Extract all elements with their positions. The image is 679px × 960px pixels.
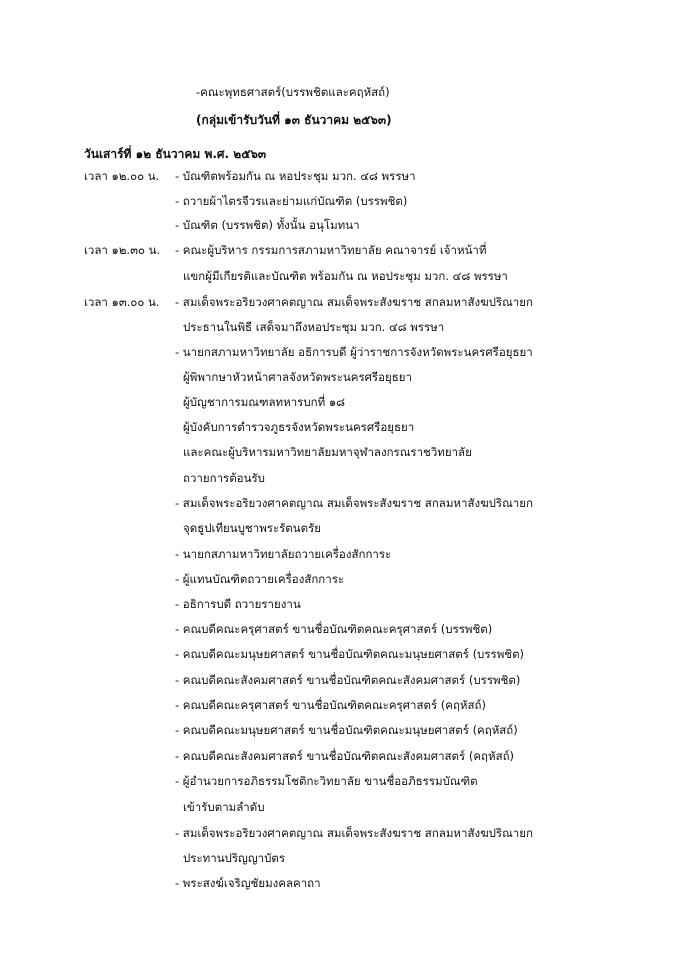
- schedule-line: ผู้พิพากษาหัวหน้าศาลจังหวัดพระนครศรีอยุธยา: [183, 370, 412, 384]
- schedule-line: - คณบดีคณะครุศาสตร์ ขานชื่อบัณฑิตคณะครุศาสตร์ (บรรพชิต): [175, 622, 493, 636]
- schedule-line: - บัณฑิต (บรรพชิต) ทั้งนั้น อนุโมทนา: [175, 218, 360, 232]
- schedule-line: - คณะผู้บริหาร กรรมการสภามหาวิทยาลัย คณาจารย์ เจ้าหน้าที่: [175, 243, 487, 257]
- schedule-line: - บัณฑิตพร้อมกัน ณ หอประชุม มวก. ๔๘ พรรษา: [175, 169, 416, 183]
- schedule-line: ถวายการต้อนรับ: [183, 471, 265, 485]
- schedule-line: - ถวายผ้าไตรจีวรและย่ามแก่บัณฑิต (บรรพชิต): [175, 194, 408, 208]
- schedule-line: และคณะผู้บริหารมหาวิทยาลัยมหาจุฬาลงกรณราชวิทยาลัย: [183, 445, 472, 459]
- schedule-line: - สมเด็จพระอริยวงศาคตญาณ สมเด็จพระสังฆราช สกลมหาสังฆปริณายก: [175, 496, 533, 510]
- schedule-line: จุดธูปเทียนบูชาพระรัตนตรัย: [183, 521, 322, 535]
- group-line: (กลุ่มเข้ารับวันที่ ๑๓ ธันวาคม ๒๕๖๓): [196, 113, 392, 127]
- schedule-line: - สมเด็จพระอริยวงศาคตญาณ สมเด็จพระสังฆราช สกลมหาสังฆปริณายก: [175, 295, 533, 309]
- schedule-line: - นายกสภามหาวิทยาลัยถวายเครื่องสักการะ: [175, 547, 392, 561]
- time-1300: เวลา ๑๓.๐๐ น.: [84, 295, 160, 309]
- schedule-line: - คณบดีคณะครุศาสตร์ ขานชื่อบัณฑิตคณะครุศาสตร์ (คฤหัสถ์): [175, 698, 486, 712]
- schedule-line: - คณบดีคณะสังคมศาสตร์ ขานชื่อบัณฑิตคณะสังคมศาสตร์ (บรรพชิต): [175, 673, 521, 687]
- schedule-line: ประทานปริญญาบัตร: [183, 851, 286, 865]
- schedule-line: ผู้บัญชาการมณฑลทหารบกที่ ๑๘: [183, 395, 346, 409]
- schedule-line: - นายกสภามหาวิทยาลัย อธิการบดี ผู้ว่าราชการจังหวัดพระนครศรีอยุธยา: [175, 345, 533, 359]
- schedule-line: - ผู้อำนวยการอภิธรรมโชติกะวิทยาลัย ขานชื่ออภิธรรมบัณฑิต: [175, 774, 478, 788]
- time-1230: เวลา ๑๒.๓๐ น.: [84, 243, 161, 257]
- schedule-line: - พระสงฆ์เจริญชัยมงคลคาถา: [175, 876, 321, 890]
- schedule-line: ผู้บังคับการตำรวจภูธรจังหวัดพระนครศรีอยุธยา: [183, 420, 415, 434]
- faculty-line: -คณะพุทธศาสตร์(บรรพชิตและคฤหัสถ์): [196, 85, 390, 99]
- schedule-line: แขกผู้มีเกียรติและบัณฑิต พร้อมกัน ณ หอประชุม มวก. ๔๘ พรรษา: [183, 269, 508, 283]
- schedule-line: - อธิการบดี ถวายรายงาน: [175, 597, 301, 611]
- schedule-line: - คณบดีคณะมนุษยศาสตร์ ขานชื่อบัณฑิตคณะมนุษยศาสตร์ (บรรพชิต): [175, 647, 525, 661]
- schedule-line: - คณบดีคณะมนุษยศาสตร์ ขานชื่อบัณฑิตคณะมนุษยศาสตร์ (คฤหัสถ์): [175, 723, 518, 737]
- schedule-line: - สมเด็จพระอริยวงศาคตญาณ สมเด็จพระสังฆราช สกลมหาสังฆปริณายก: [175, 826, 533, 840]
- time-1200: เวลา ๑๒.๐๐ น.: [84, 169, 160, 183]
- schedule-line: ประธานในพิธี เสด็จมาถึงหอประชุม มวก. ๔๘ พรรษา: [183, 320, 445, 334]
- schedule-line: - คณบดีคณะสังคมศาสตร์ ขานชื่อบัณฑิตคณะสังคมศาสตร์ (คฤหัสถ์): [175, 749, 515, 763]
- schedule-line: - ผู้แทนบัณฑิตถวายเครื่องสักการะ: [175, 572, 345, 586]
- schedule-line: เข้ารับตามลำดับ: [183, 800, 265, 814]
- day-heading: วันเสาร์ที่ ๑๒ ธันวาคม พ.ศ. ๒๕๖๓: [84, 147, 267, 161]
